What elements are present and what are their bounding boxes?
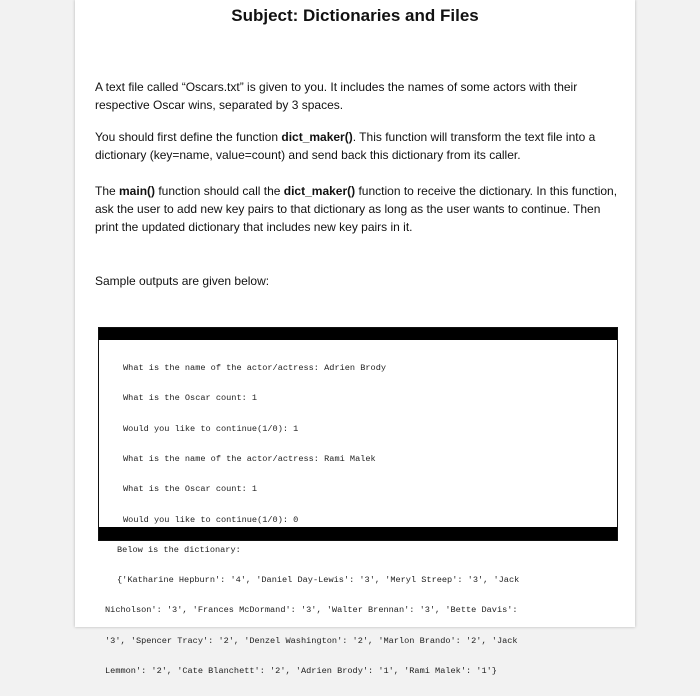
paragraph-text: function should call the — [155, 184, 284, 198]
console-line: What is the Oscar count: 1 — [123, 393, 258, 404]
console-output — [105, 343, 611, 696]
console-line: Below is the dictionary: — [117, 544, 241, 555]
console-line: Would you like to continue(1/0): 1 — [123, 423, 299, 434]
console-line: What is the Oscar count: 1 — [123, 484, 258, 495]
paragraph-intro: A text file called “Oscars.txt” is given to you. It includes the names of some actors with their respective Oscar wins, separated by 3 spaces. — [95, 80, 578, 112]
function-name-dict-maker: dict_maker() — [281, 130, 353, 144]
console-dict-line: Lemmon': '2', 'Cate Blanchett': '2', 'Adrien Brody': '1', 'Rami Malek': '1'} — [105, 666, 497, 676]
console-line: Would you like to continue(1/0): 0 — [123, 514, 299, 525]
sample-output-box — [98, 327, 618, 676]
paragraph-dict-maker — [95, 128, 620, 164]
output-bottom-bar — [99, 527, 617, 540]
paragraph-sample-outputs: Sample outputs are given below: — [95, 274, 270, 288]
console-line: What is the name of the actor/actress: Adrien Brody — [123, 363, 387, 374]
paragraph-text: . This function will transform the text file into a dictionary (key=name, value=count) and send back this dictionary from its caller. — [95, 130, 596, 162]
output-top-bar — [99, 328, 617, 340]
paragraph-text: You should first define the function — [95, 130, 282, 144]
console-dict-line: '3', 'Spencer Tracy': '2', 'Denzel Washington': '2', 'Marlon Brando': '2', 'Jack — [105, 635, 518, 646]
paragraph-text: function to receive the dictionary. In this function, ask the user to add new key pairs to that dictionary as long as the user wants to continue. Then print the updated dictionary that includes new key pairs in it. — [95, 184, 618, 234]
function-name-dict-maker: dict_maker() — [283, 184, 356, 198]
console-dict-line: {'Katharine Hepburn': '4', 'Daniel Day-Lewis': '3', 'Meryl Streep': '3', 'Jack — [117, 575, 520, 586]
document-page — [75, 0, 635, 676]
function-name-main: main() — [119, 184, 156, 198]
console-line: What is the name of the actor/actress: Rami Malek — [123, 454, 376, 465]
paragraph-text: The — [95, 184, 120, 198]
page-title: Subject: Dictionaries and Files — [231, 6, 479, 25]
paragraph-main — [95, 182, 620, 236]
console-dict-line: Nicholson': '3', 'Frances McDormand': '3', 'Walter Brennan': '3', 'Bette Davis': — [105, 605, 518, 616]
